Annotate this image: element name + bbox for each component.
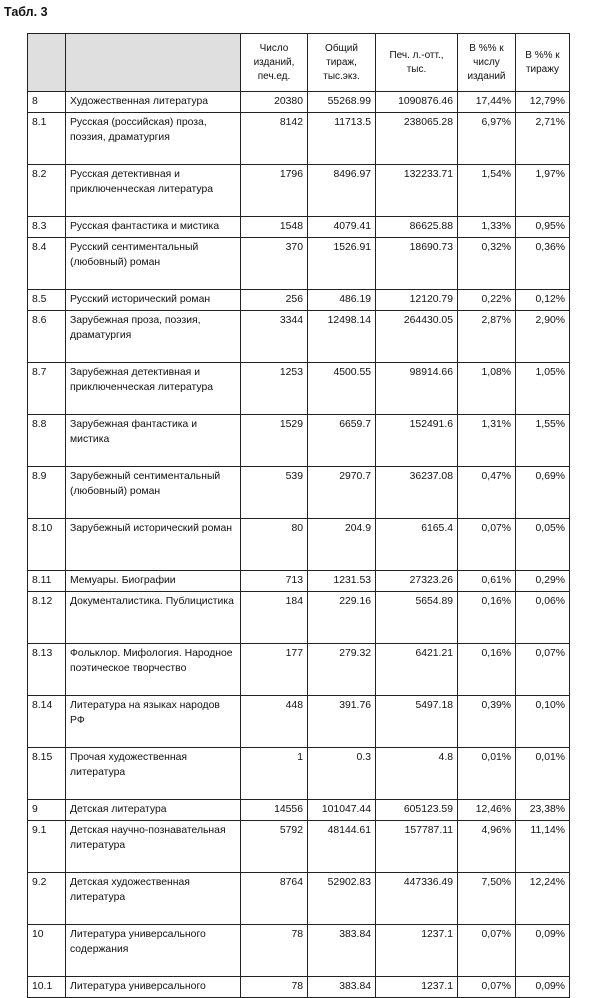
table-row bbox=[28, 977, 570, 998]
table-row bbox=[28, 238, 570, 290]
table-row bbox=[28, 821, 570, 873]
row-pct-editions: 1,54% bbox=[458, 165, 516, 217]
row-sheets: 5654.89 bbox=[376, 592, 458, 644]
row-sheets: 6165.4 bbox=[376, 519, 458, 571]
row-pct-editions: 0,16% bbox=[458, 644, 516, 696]
row-sheets: 132233.71 bbox=[376, 165, 458, 217]
row-name: Документалистика. Публицистика bbox=[66, 592, 241, 644]
header-row bbox=[28, 34, 570, 92]
row-pct-editions: 0,07% bbox=[458, 977, 516, 998]
row-pct-circulation: 0,12% bbox=[516, 290, 570, 311]
row-name: Прочая художественная литература bbox=[66, 748, 241, 800]
row-code: 8.15 bbox=[28, 748, 66, 800]
row-editions: 370 bbox=[241, 238, 308, 290]
row-pct-editions: 0,16% bbox=[458, 592, 516, 644]
row-pct-editions: 0,39% bbox=[458, 696, 516, 748]
row-editions: 177 bbox=[241, 644, 308, 696]
row-circulation: 1231.53 bbox=[308, 571, 376, 592]
row-pct-editions: 0,01% bbox=[458, 748, 516, 800]
row-code: 10.1 bbox=[28, 977, 66, 998]
row-sheets: 4.8 bbox=[376, 748, 458, 800]
row-circulation: 6659.7 bbox=[308, 415, 376, 467]
row-pct-editions: 2,87% bbox=[458, 311, 516, 363]
table-row bbox=[28, 873, 570, 925]
row-pct-circulation: 1,05% bbox=[516, 363, 570, 415]
table-row bbox=[28, 696, 570, 748]
row-name: Зарубежная детективная и приключенческая литература bbox=[66, 363, 241, 415]
row-editions: 1796 bbox=[241, 165, 308, 217]
row-pct-editions: 0,07% bbox=[458, 519, 516, 571]
row-sheets: 605123.59 bbox=[376, 800, 458, 821]
row-circulation: 101047.44 bbox=[308, 800, 376, 821]
row-circulation: 279.32 bbox=[308, 644, 376, 696]
row-circulation: 4079.41 bbox=[308, 217, 376, 238]
row-code: 8.8 bbox=[28, 415, 66, 467]
table-row bbox=[28, 748, 570, 800]
row-sheets: 264430.05 bbox=[376, 311, 458, 363]
row-pct-editions: 1,08% bbox=[458, 363, 516, 415]
row-editions: 539 bbox=[241, 467, 308, 519]
table-body bbox=[28, 92, 570, 998]
table-row bbox=[28, 290, 570, 311]
row-circulation: 486.19 bbox=[308, 290, 376, 311]
row-name: Русский исторический роман bbox=[66, 290, 241, 311]
row-sheets: 18690.73 bbox=[376, 238, 458, 290]
row-code: 8.6 bbox=[28, 311, 66, 363]
row-name: Зарубежный сентиментальный (любовный) роман bbox=[66, 467, 241, 519]
row-circulation: 229.16 bbox=[308, 592, 376, 644]
row-pct-editions: 4,96% bbox=[458, 821, 516, 873]
row-circulation: 391.76 bbox=[308, 696, 376, 748]
row-circulation: 52902.83 bbox=[308, 873, 376, 925]
row-editions: 256 bbox=[241, 290, 308, 311]
row-circulation: 1526.91 bbox=[308, 238, 376, 290]
statistics-table bbox=[27, 33, 570, 998]
row-pct-circulation: 12,79% bbox=[516, 92, 570, 113]
row-name: Художественная литература bbox=[66, 92, 241, 113]
table-row bbox=[28, 571, 570, 592]
row-name: Литература на языках народов РФ bbox=[66, 696, 241, 748]
row-pct-circulation: 12,24% bbox=[516, 873, 570, 925]
row-circulation: 383.84 bbox=[308, 925, 376, 977]
header-circulation: Общий тираж, тыс.экз. bbox=[308, 34, 376, 92]
row-sheets: 157787.11 bbox=[376, 821, 458, 873]
row-pct-circulation: 0,29% bbox=[516, 571, 570, 592]
row-pct-editions: 0,61% bbox=[458, 571, 516, 592]
table-row bbox=[28, 217, 570, 238]
row-editions: 8764 bbox=[241, 873, 308, 925]
row-pct-circulation: 0,95% bbox=[516, 217, 570, 238]
row-pct-circulation: 0,36% bbox=[516, 238, 570, 290]
row-sheets: 86625.88 bbox=[376, 217, 458, 238]
row-editions: 448 bbox=[241, 696, 308, 748]
row-editions: 20380 bbox=[241, 92, 308, 113]
row-pct-editions: 0,32% bbox=[458, 238, 516, 290]
row-name: Русская детективная и приключенческая литература bbox=[66, 165, 241, 217]
table-row bbox=[28, 165, 570, 217]
row-pct-editions: 1,33% bbox=[458, 217, 516, 238]
row-code: 9.2 bbox=[28, 873, 66, 925]
row-circulation: 4500.55 bbox=[308, 363, 376, 415]
row-name: Литература универсального bbox=[66, 977, 241, 998]
table-row bbox=[28, 113, 570, 165]
row-name: Русская фантастика и мистика bbox=[66, 217, 241, 238]
header-pct-editions: В %% к числу изданий bbox=[458, 34, 516, 92]
row-pct-circulation: 2,90% bbox=[516, 311, 570, 363]
row-pct-circulation: 2,71% bbox=[516, 113, 570, 165]
row-name: Литература универсального содержания bbox=[66, 925, 241, 977]
row-name: Зарубежный исторический роман bbox=[66, 519, 241, 571]
row-editions: 3344 bbox=[241, 311, 308, 363]
row-pct-circulation: 11,14% bbox=[516, 821, 570, 873]
row-pct-circulation: 0,05% bbox=[516, 519, 570, 571]
header-pct-circulation: В %% к тиражу bbox=[516, 34, 570, 92]
row-sheets: 12120.79 bbox=[376, 290, 458, 311]
table-row bbox=[28, 92, 570, 113]
row-name: Детская литература bbox=[66, 800, 241, 821]
row-editions: 1253 bbox=[241, 363, 308, 415]
table-row bbox=[28, 592, 570, 644]
row-editions: 8142 bbox=[241, 113, 308, 165]
row-circulation: 383.84 bbox=[308, 977, 376, 998]
row-name: Мемуары. Биографии bbox=[66, 571, 241, 592]
row-name: Детская научно-познавательная литература bbox=[66, 821, 241, 873]
row-editions: 1529 bbox=[241, 415, 308, 467]
table-row bbox=[28, 519, 570, 571]
table-row bbox=[28, 363, 570, 415]
row-pct-circulation: 1,97% bbox=[516, 165, 570, 217]
row-editions: 78 bbox=[241, 925, 308, 977]
table-row bbox=[28, 415, 570, 467]
row-editions: 80 bbox=[241, 519, 308, 571]
row-pct-circulation: 0,10% bbox=[516, 696, 570, 748]
row-pct-circulation: 0,09% bbox=[516, 977, 570, 998]
row-code: 8.9 bbox=[28, 467, 66, 519]
row-pct-circulation: 0,69% bbox=[516, 467, 570, 519]
header-sheets: Печ. л.-отт., тыс. bbox=[376, 34, 458, 92]
row-pct-editions: 7,50% bbox=[458, 873, 516, 925]
row-pct-editions: 0,47% bbox=[458, 467, 516, 519]
row-editions: 1 bbox=[241, 748, 308, 800]
row-code: 8 bbox=[28, 92, 66, 113]
row-circulation: 11713.5 bbox=[308, 113, 376, 165]
row-pct-circulation: 0,01% bbox=[516, 748, 570, 800]
row-code: 8.2 bbox=[28, 165, 66, 217]
row-name: Русский сентиментальный (любовный) роман bbox=[66, 238, 241, 290]
row-sheets: 238065.28 bbox=[376, 113, 458, 165]
row-pct-editions: 17,44% bbox=[458, 92, 516, 113]
row-name: Зарубежная проза, поэзия, драматургия bbox=[66, 311, 241, 363]
row-sheets: 1237.1 bbox=[376, 925, 458, 977]
row-name: Зарубежная фантастика и мистика bbox=[66, 415, 241, 467]
row-code: 8.1 bbox=[28, 113, 66, 165]
row-code: 9.1 bbox=[28, 821, 66, 873]
row-sheets: 36237.08 bbox=[376, 467, 458, 519]
row-name: Русская (российская) проза, поэзия, драматургия bbox=[66, 113, 241, 165]
row-editions: 78 bbox=[241, 977, 308, 998]
row-sheets: 5497.18 bbox=[376, 696, 458, 748]
row-pct-circulation: 1,55% bbox=[516, 415, 570, 467]
row-circulation: 204.9 bbox=[308, 519, 376, 571]
table-row bbox=[28, 644, 570, 696]
header-code bbox=[28, 34, 66, 92]
row-code: 8.10 bbox=[28, 519, 66, 571]
table-row bbox=[28, 467, 570, 519]
row-circulation: 12498.14 bbox=[308, 311, 376, 363]
row-sheets: 152491.6 bbox=[376, 415, 458, 467]
row-editions: 14556 bbox=[241, 800, 308, 821]
row-pct-circulation: 23,38% bbox=[516, 800, 570, 821]
table-row bbox=[28, 311, 570, 363]
table-row bbox=[28, 800, 570, 821]
row-pct-editions: 0,07% bbox=[458, 925, 516, 977]
row-editions: 1548 bbox=[241, 217, 308, 238]
row-editions: 184 bbox=[241, 592, 308, 644]
row-code: 8.3 bbox=[28, 217, 66, 238]
row-sheets: 447336.49 bbox=[376, 873, 458, 925]
table-caption: Табл. 3 bbox=[4, 5, 48, 19]
row-pct-editions: 6,97% bbox=[458, 113, 516, 165]
table-row bbox=[28, 925, 570, 977]
header-editions: Число изданий, печ.ед. bbox=[241, 34, 308, 92]
row-pct-editions: 12,46% bbox=[458, 800, 516, 821]
row-pct-circulation: 0,07% bbox=[516, 644, 570, 696]
row-code: 8.4 bbox=[28, 238, 66, 290]
row-pct-circulation: 0,09% bbox=[516, 925, 570, 977]
row-code: 8.14 bbox=[28, 696, 66, 748]
row-pct-editions: 1,31% bbox=[458, 415, 516, 467]
row-sheets: 6421.21 bbox=[376, 644, 458, 696]
row-sheets: 1090876.46 bbox=[376, 92, 458, 113]
row-pct-circulation: 0,06% bbox=[516, 592, 570, 644]
row-sheets: 1237.1 bbox=[376, 977, 458, 998]
row-editions: 5792 bbox=[241, 821, 308, 873]
row-circulation: 2970.7 bbox=[308, 467, 376, 519]
row-sheets: 27323.26 bbox=[376, 571, 458, 592]
row-circulation: 48144.61 bbox=[308, 821, 376, 873]
row-code: 8.12 bbox=[28, 592, 66, 644]
row-code: 8.7 bbox=[28, 363, 66, 415]
row-name: Детская художественная литература bbox=[66, 873, 241, 925]
row-circulation: 0.3 bbox=[308, 748, 376, 800]
row-circulation: 55268.99 bbox=[308, 92, 376, 113]
row-name: Фольклор. Мифология. Народное поэтическое творчество bbox=[66, 644, 241, 696]
row-circulation: 8496.97 bbox=[308, 165, 376, 217]
row-code: 8.5 bbox=[28, 290, 66, 311]
header-name bbox=[66, 34, 241, 92]
row-pct-editions: 0,22% bbox=[458, 290, 516, 311]
row-code: 10 bbox=[28, 925, 66, 977]
row-editions: 713 bbox=[241, 571, 308, 592]
row-sheets: 98914.66 bbox=[376, 363, 458, 415]
row-code: 8.13 bbox=[28, 644, 66, 696]
row-code: 9 bbox=[28, 800, 66, 821]
row-code: 8.11 bbox=[28, 571, 66, 592]
